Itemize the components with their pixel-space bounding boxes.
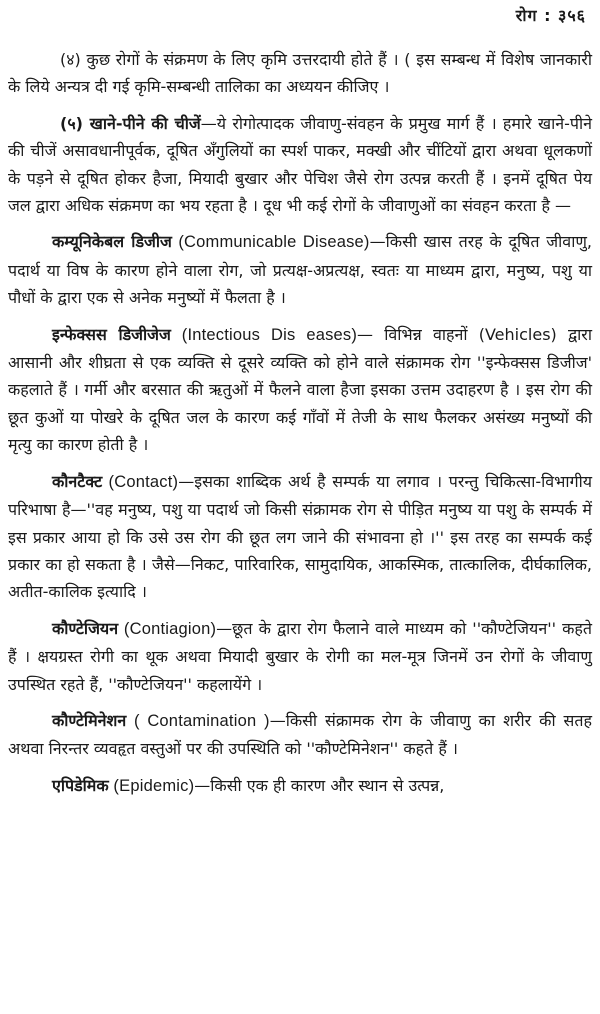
definition-text: —छूत के द्वारा रोग फैलाने वाले माध्यम को ''कौण्टेजियन'' कहते हैं । क्षयग्रस्त रोगी का थूक अथवा मियादी बुखार के रोगी का मल-मूत्र जिनमें उन रोगों के जीवाणु उपस्थित रहते हैं, ''कौण्टेजियन'' कहलायेंगे । [8, 618, 592, 694]
definition-english: (Contact) [102, 472, 179, 491]
definition-english: ( Contamination ) [126, 711, 270, 730]
definition-term: कौनटैक्ट [52, 471, 103, 491]
paragraph-text: —ये रोगोत्पादक जीवाणु-संवहन के प्रमुख मार्ग हैं । हमारे खाने-पीने की चीजें असावधानीपूर्वक, दूषित अँगुलियों का स्पर्श पाकर, मक्खी और चींटियों द्वारा अथवा धूलकणों के पड़ने से दूषित होकर हैजा, मियादी बुखार और पेचिश जैसे रोग उत्पन्न करती हैं । इनमें दूषित पेय जल द्वारा अधिक संक्रमण का भय रहता है । दूध भी कई रोगों के जीवाणुओं का संवहन करता है — [8, 113, 592, 216]
definition-english: (Intectious Dis eases) [170, 325, 358, 344]
definition-contagion [8, 615, 592, 698]
definition-contact [8, 468, 592, 606]
definition-text: —किसी एक ही कारण और स्थान से उत्पन्न, [194, 775, 445, 795]
definition-term: कौण्टेजियन [52, 618, 119, 638]
paragraph-lead: (५) खाने-पीने की चीजें [60, 113, 201, 133]
running-head: रोग : ३५६ [515, 6, 586, 25]
page-body [8, 46, 592, 809]
definition-text: —इसका शाब्दिक अर्थ है सम्पर्क या लगाव । परन्तु चिकित्सा-विभागीय परिभाषा है—''वह मनुष्य, पशु या पदार्थ जो किसी संक्रामक रोग से पीड़ित मनुष्य या पशु के सम्पर्क में इस प्रकार आया हो कि उसे उस रोग की छूत लग जाने की संभावना हो ।'' इस तरह का सम्पर्क कई प्रकार का हो सकता है । जैसे—निकट, पारिवारिक, सामुदायिक, आकस्मिक, तात्कालिक, दीर्घकालिक, अतीत-कालिक इत्यादि । [8, 471, 593, 602]
definition-english: (Communicable Disease) [171, 233, 370, 252]
definition-contamination [8, 707, 592, 763]
definition-term: इन्फेक्सस डिजीजेज [52, 324, 171, 344]
definition-communicable-disease [8, 228, 592, 311]
definition-text: — विभिन्न वाहनों (Vehicles) द्वारा आसानी और शीघ्रता से एक व्यक्ति से दूसरे व्यक्ति को होने वाले संक्रामक रोग ''इन्फेक्सस डिजीज' कहलाते हैं । गर्मी और बरसात की ऋतुओं में फैलने वाला हैजा इसका उत्तम उदाहरण है । इस रोग की छूत कुओं या पोखरे के दूषित जल के कारण कई गाँवों में तेजी के साथ फैलकर असंख्य मनुष्यों की मृत्यु का कारण होती है । [8, 324, 592, 455]
paragraph-5 [8, 110, 592, 220]
definition-text: —किसी खास तरह के दूषित जीवाणु, पदार्थ या विष के कारण होने वाला रोग, जो प्रत्यक्ष-अप्रत्यक्ष, स्वतः या माध्यम द्वारा, मनुष्य, पशु या पौधों के द्वारा एक से अनेक मनुष्यों में फैलता है । [8, 232, 592, 308]
definition-epidemic [8, 772, 592, 800]
definition-term: कौण्टेमिनेशन [52, 710, 127, 730]
definition-term: एपिडेमिक [52, 775, 109, 795]
definition-infectious-diseases [8, 321, 592, 459]
paragraph-4 [8, 46, 592, 101]
definition-english: (Epidemic) [108, 776, 195, 795]
definition-text: —किसी संक्रामक रोग के जीवाणु का शरीर की सतह अथवा निरन्तर व्यवहृत वस्तुओं पर की उपस्थिति को ''कौण्टेमिनेशन'' कहते हैं । [8, 710, 592, 759]
definition-term: कम्यूनिकेबल डिजीज [52, 232, 172, 252]
paragraph-text: ( इस सम्बन्ध में विशेष जानकारी के लिये अन्यत्र दी गई कृमि-सम्बन्धी तालिका का अध्ययन कीजिए । [8, 50, 592, 97]
definition-english: (Contiagion) [118, 619, 217, 638]
paragraph-lead: (४) कुछ रोगों के संक्रमण के लिए कृमि उत्तरदायी होते हैं । [60, 50, 399, 69]
